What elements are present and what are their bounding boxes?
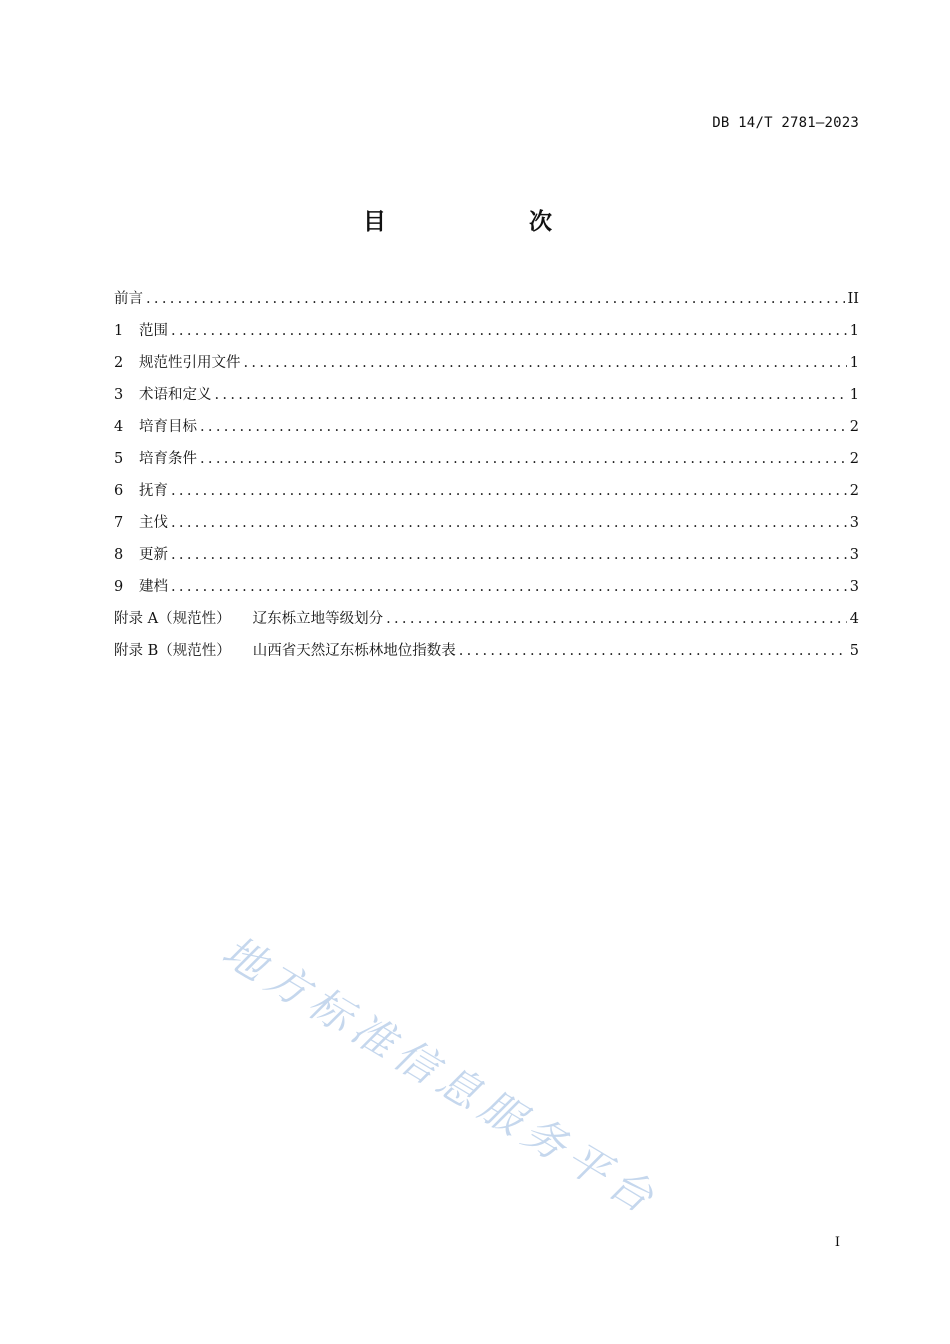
toc-entry-label: 抚育 bbox=[139, 483, 168, 499]
toc-leader-dots bbox=[244, 355, 847, 371]
toc-entry-label: 培育条件 bbox=[139, 451, 197, 467]
toc-entry-label: 培育目标 bbox=[139, 419, 197, 435]
toc-entry-number: 2 bbox=[114, 355, 124, 371]
toc-leader-dots bbox=[171, 515, 847, 531]
toc-entry-number: 8 bbox=[114, 547, 124, 563]
toc-leader-dots bbox=[200, 451, 847, 467]
toc-entry-3[interactable] bbox=[114, 383, 859, 415]
toc-entry-8[interactable] bbox=[114, 543, 859, 575]
toc-entry-number: 7 bbox=[114, 515, 124, 531]
toc-entry-6[interactable] bbox=[114, 479, 859, 511]
toc-entry-number: 3 bbox=[114, 387, 124, 403]
toc-entry-page: 3 bbox=[849, 515, 859, 531]
toc-leader-dots bbox=[459, 643, 847, 659]
toc-leader-dots bbox=[171, 323, 847, 339]
toc-leader-dots bbox=[200, 419, 847, 435]
toc-list bbox=[114, 287, 859, 671]
toc-entry-number: 1 bbox=[114, 323, 124, 339]
toc-entry-page: 4 bbox=[849, 611, 859, 627]
toc-entry-number: 5 bbox=[114, 451, 124, 467]
toc-entry-4[interactable] bbox=[114, 415, 859, 447]
toc-entry-label: 山西省天然辽东栎林地位指数表 bbox=[252, 643, 456, 659]
toc-entry-label: 建档 bbox=[139, 579, 168, 595]
toc-entry-page: 5 bbox=[849, 643, 859, 659]
toc-entry-page: 2 bbox=[849, 419, 859, 435]
toc-entry-label: 规范性引用文件 bbox=[139, 355, 241, 371]
toc-entry-number: 4 bbox=[114, 419, 124, 435]
toc-leader-dots bbox=[215, 387, 847, 403]
toc-entry-page: 1 bbox=[849, 323, 859, 339]
toc-entry-page: 1 bbox=[849, 355, 859, 371]
toc-entry-5[interactable] bbox=[114, 447, 859, 479]
toc-appendix-prefix: 附录 A（规范性） bbox=[114, 611, 231, 627]
page-number: I bbox=[834, 1235, 840, 1250]
toc-entry-page: 3 bbox=[849, 547, 859, 563]
toc-entry-page: 1 bbox=[849, 387, 859, 403]
toc-entry-label: 辽东栎立地等级划分 bbox=[252, 611, 384, 627]
toc-entry-number: 9 bbox=[114, 579, 124, 595]
toc-leader-dots bbox=[386, 611, 847, 627]
toc-entry-number: 6 bbox=[114, 483, 124, 499]
watermark: 地方标准信息服务平台 bbox=[214, 926, 668, 1226]
document-code: DB 14/T 2781—2023 bbox=[712, 115, 859, 131]
toc-entry-label: 更新 bbox=[139, 547, 168, 563]
toc-leader-dots bbox=[171, 579, 847, 595]
toc-leader-dots bbox=[146, 291, 845, 307]
toc-entry-label: 术语和定义 bbox=[139, 387, 212, 403]
toc-entry-label: 主伐 bbox=[139, 515, 168, 531]
toc-entry-appendix-b[interactable] bbox=[114, 639, 859, 671]
toc-title: 目 次 bbox=[363, 209, 612, 235]
toc-leader-dots bbox=[171, 483, 847, 499]
toc-entry-page: II bbox=[847, 291, 859, 307]
toc-entry-7[interactable] bbox=[114, 511, 859, 543]
toc-entry-foreword[interactable] bbox=[114, 287, 859, 319]
toc-entry-label: 范围 bbox=[139, 323, 168, 339]
toc-entry-9[interactable] bbox=[114, 575, 859, 607]
toc-entry-1[interactable] bbox=[114, 319, 859, 351]
toc-entry-appendix-a[interactable] bbox=[114, 607, 859, 639]
toc-entry-page: 3 bbox=[849, 579, 859, 595]
toc-leader-dots bbox=[171, 547, 847, 563]
toc-entry-page: 2 bbox=[849, 483, 859, 499]
toc-entry-page: 2 bbox=[849, 451, 859, 467]
toc-entry-label: 前言 bbox=[114, 291, 143, 307]
toc-entry-2[interactable] bbox=[114, 351, 859, 383]
toc-appendix-prefix: 附录 B（规范性） bbox=[114, 643, 231, 659]
